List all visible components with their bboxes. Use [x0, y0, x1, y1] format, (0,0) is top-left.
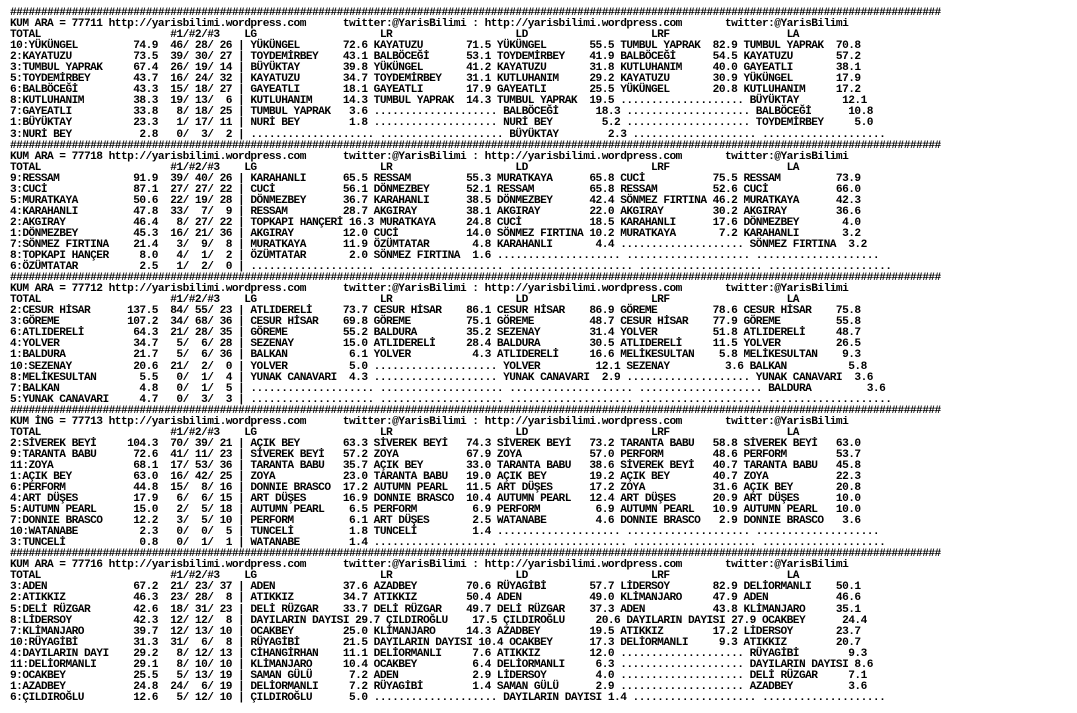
text-line: 8:MELİKESULTAN 5.5 0/ 1/ 4 | YUNAK CANAVARI 4.3 .................... YUNAK CANAVARI 2.9 .................... YUNAK CANAVARI 3.6 [10, 371, 873, 384]
text-line: 3:TUMBUL YAPRAK 67.4 26/ 19/ 14 | BÜYÜKTAY 39.8 YÜKÜNGEL 41.2 KAYATUZU 31.8 KUTLUHANIM 40.0 GAYEATLI 38.1 [10, 62, 861, 75]
text-line: 7:SÖNMEZ FIRTINA 21.4 3/ 9/ 8 | MURATKAYA 11.9 ÖZÜMTATAR 4.8 KARAHANLI 4.4 .................... SÖNMEZ FIRTINA 3.2 [10, 238, 867, 251]
text-line: 7:KLİMANJARO 39.7 12/ 13/ 10 | OCAKBEY 25.0 KLİMANJARO 14.3 AZADBEY 19.5 ATIKKIZ 17.2 LİDERSOY 23.7 [10, 625, 861, 638]
text-line: TOTAL #1/#2/#3 LG LR LD LRF LA [10, 29, 799, 42]
text-line: 6:PERFORM 44.8 15/ 8/ 16 | DONNIE BRASCO 17.2 AUTUMN PEARL 11.5 ART DÜŞES 17.2 ZOYA 31.6 AÇIK BEY 20.8 [10, 482, 861, 495]
text-line: 4:DAYILARIN DAYI 29.2 8/ 12/ 13 | CİHANGİRHAN 11.1 DELİORMANLI 7.6 ATIKKIZ 12.0 .................... RÜYAGİBİ 9.3 [10, 647, 867, 660]
text-line: 8:KUTLUHANIM 38.3 19/ 13/ 6 | KUTLUHANIM 14.3 TUMBUL YAPRAK 14.3 TUMBUL YAPRAK 19.5 .................... BÜYÜKTAY 12.1 [10, 95, 867, 108]
text-line: 7:BALKAN 4.8 0/ 1/ 5 | .................... .................... .................... .................... BALDURA 3.6 [10, 382, 886, 395]
text-line: 10:SEZENAY 20.6 21/ 2/ 0 | YOLVER 5.0 .................... YOLVER 12.1 SEZENAY 3.6 BALKAN 5.8 [10, 360, 867, 373]
text-line: 4:YOLVER 34.7 5/ 6/ 28 | SEZENAY 15.0 ATLIDERELİ 28.4 BALDURA 30.5 ATLIDERELİ 11.5 YOLVER 26.5 [10, 338, 861, 351]
text-line: 2:CESUR HİSAR 137.5 84/ 55/ 23 | ATLIDERELİ 73.7 CESUR HİSAR 86.1 CESUR HİSAR 86.9 GÖREME 78.6 CESUR HİSAR 75.8 [10, 305, 861, 318]
text-line: 1:DÖNMEZBEY 45.3 16/ 21/ 36 | AKGIRAY 12.0 CUCİ 14.0 SÖNMEZ FIRTINA 10.2 MURATKAYA 7.2 KARAHANLI 3.2 [10, 227, 861, 240]
text-line: KUM ARA = 77718 http://yarisbilimi.wordpress.com twitter:@YarisBilimi : http://yarisbilimi.wordpress.com twitter:@YarisBilimi [10, 150, 849, 163]
text-line: TOTAL #1/#2/#3 LG LR LD LRF LA [10, 426, 799, 439]
text-line: 6:ÖZÜMTATAR 2.5 1/ 2/ 0 | .................... .................... .................... .................... .................... [10, 261, 892, 274]
text-line: KUM ARA = 77711 http://yarisbilimi.wordpress.com twitter:@YarisBilimi : http://yarisbilimi.wordpress.com twitter:@YarisBilimi [10, 18, 849, 31]
text-line: TOTAL #1/#2/#3 LG LR LD LRF LA [10, 294, 799, 307]
separator-line: ####################################################################################################################################################### [10, 7, 941, 19]
text-line: KUM ARA = 77716 http://yarisbilimi.wordpress.com twitter:@YarisBilimi : http://yarisbilimi.wordpress.com twitter:@YarisBilimi [10, 559, 849, 572]
text-line: 10:YÜKÜNGEL 74.9 46/ 28/ 26 | YÜKÜNGEL 72.6 KAYATUZU 71.5 YÜKÜNGEL 55.5 TUMBUL YAPRAK 82.9 TUMBUL YAPRAK 70.8 [10, 40, 861, 53]
separator-line: ####################################################################################################################################################### [10, 139, 941, 152]
text-line: KUM İNG = 77713 http://yarisbilimi.wordpress.com twitter:@YarisBilimi : http://yarisbilimi.wordpress.com twitter:@YarisBilimi [10, 415, 849, 428]
text-line: 3:NURİ BEY 2.8 0/ 3/ 2 | .................... .................... BÜYÜKTAY 2.3 .................... .................... [10, 128, 886, 141]
text-line: TOTAL #1/#2/#3 LG LR LD LRF LA [10, 570, 799, 583]
text-line: 1:BÜYÜKTAY 23.3 1/ 17/ 11 | NURİ BEY 1.8 .................... NURİ BEY 5.2 .................... TOYDEMİRBEY 5.0 [10, 117, 873, 130]
text-line: 5:DELİ RÜZGAR 42.6 18/ 31/ 23 | DELİ RÜZGAR 33.7 DELİ RÜZGAR 49.7 DELİ RÜZGAR 37.3 ADEN 43.8 KLİMANJARO 35.1 [10, 603, 861, 616]
text-line: 5:MURATKAYA 50.6 22/ 19/ 28 | DÖNMEZBEY 36.7 KARAHANLI 38.5 DÖNMEZBEY 42.4 SÖNMEZ FIRTINA 46.2 MURATKAYA 42.3 [10, 194, 861, 207]
text-line: 6:BALBÖCEĞİ 43.3 15/ 18/ 27 | GAYEATLI 18.1 GAYEATLI 17.9 GAYEATLI 25.5 YÜKÜNGEL 20.8 KUTLUHANIM 17.2 [10, 84, 861, 97]
text-line: 4:ART DÜŞES 17.9 6/ 6/ 15 | ART DÜŞES 16.9 DONNIE BRASCO 10.4 AUTUMN PEARL 12.4 ART DÜŞES 20.9 ART DÜŞES 10.0 [10, 493, 861, 506]
text-line: KUM ARA = 77712 http://yarisbilimi.wordpress.com twitter:@YarisBilimi : http://yarisbilimi.wordpress.com twitter:@YarisBilimi [10, 283, 849, 296]
text-line: 6:ATLIDERELİ 64.3 21/ 28/ 35 | GÖREME 55.2 BALDURA 35.2 SEZENAY 31.4 YOLVER 51.8 ATLIDERELİ 48.7 [10, 327, 861, 340]
text-line: 3:TUNCELİ 0.8 0/ 1/ 1 | WATANABE 1.4 .................... .................... .................... .................... [10, 537, 886, 550]
text-line: 7:GAYEATLI 33.8 8/ 18/ 25 | TUMBUL YAPRAK 3.6 .................... BALBÖCEĞİ 18.3 .................... BALBÖCEĞİ 10.8 [10, 106, 873, 119]
text-line: 1:AÇIK BEY 63.0 16/ 42/ 25 | ZOYA 23.0 TARANTA BABU 19.0 AÇIK BEY 19.2 AÇIK BEY 40.7 ZOYA 22.3 [10, 470, 861, 483]
text-line: 2:ATIKKIZ 46.3 23/ 28/ 8 | ATIKKIZ 34.7 ATIKKIZ 50.4 ADEN 49.0 KLİMANJARO 47.9 ADEN 46.6 [10, 592, 861, 605]
text-line: 2:SİVEREK BEYİ 104.3 70/ 39/ 21 | AÇIK BEY 63.3 SİVEREK BEYİ 74.3 SİVEREK BEYİ 73.2 TARANTA BABU 58.8 SİVEREK BEYİ 63.0 [10, 437, 861, 450]
text-line: TOTAL #1/#2/#3 LG LR LD LRF LA [10, 161, 799, 174]
text-line: 6:ÇILDIROĞLU 12.6 5/ 12/ 10 | ÇILDIROĞLU 5.0 .................... DAYILARIN DAYISI 1.4 .................... .................... [10, 691, 886, 704]
text-line: 9:RESSAM 91.9 39/ 40/ 26 | KARAHANLI 65.5 RESSAM 55.3 MURATKAYA 65.8 CUCİ 75.5 RESSAM 73.9 [10, 172, 861, 185]
separator-line: ####################################################################################################################################################### [10, 272, 941, 285]
text-line: 5:TOYDEMİRBEY 43.7 16/ 24/ 32 | KAYATUZU 34.7 TOYDEMİRBEY 31.1 KUTLUHANIM 29.2 KAYATUZU 30.9 YÜKÜNGEL 17.9 [10, 73, 861, 86]
separator-line: ####################################################################################################################################################### [10, 548, 941, 561]
text-line: 8:TOPKAPI HANÇER 8.0 4/ 1/ 2 | ÖZÜMTATAR 2.0 SÖNMEZ FIRTINA 1.6 .................... .................... .................... [10, 250, 880, 263]
text-line: 1:AZADBEY 24.8 24/ 6/ 19 | DELİORMANLI 7.2 RÜYAGİBİ 1.4 SAMAN GÜLÜ 2.9 .................... AZADBEY 3.6 [10, 680, 867, 693]
text-line: 3:GÖREME 107.2 34/ 68/ 36 | CESUR HİSAR 69.8 GÖREME 75.1 GÖREME 48.7 CESUR HİSAR 77.9 GÖREME 55.8 [10, 316, 861, 329]
text-line: 11:DELİORMANLI 29.1 8/ 10/ 10 | KLİMANJARO 10.4 OCAKBEY 6.4 DELİORMANLI 6.3 .................... DAYILARIN DAYISI 8.6 [10, 658, 873, 671]
text-line: 5:AUTUMN PEARL 15.0 2/ 5/ 18 | AUTUMN PEARL 6.5 PERFORM 6.9 PERFORM 6.9 AUTUMN PEARL 10.9 AUTUMN PEARL 10.0 [10, 504, 861, 517]
text-line: 5:YUNAK CANAVARI 4.7 0/ 3/ 3 | .................... .................... .................... .................... .................... [10, 393, 892, 406]
text-line: 10:WATANABE 2.3 0/ 0/ 5 | TUNCELİ 1.8 TUNCELİ 1.4 .................... .................... .................... [10, 526, 880, 539]
text-line: 9:OCAKBEY 25.5 5/ 13/ 19 | SAMAN GÜLÜ 7.2 ADEN 2.9 LİDERSOY 4.0 .................... DELİ RÜZGAR 7.1 [10, 669, 867, 682]
separator-line: ####################################################################################################################################################### [10, 404, 941, 417]
text-line: 8:LİDERSOY 42.3 12/ 12/ 8 | DAYILARIN DAYISI 29.7 ÇILDIROĞLU 17.5 ÇILDIROĞLU 20.6 DAYILARIN DAYISI 27.9 OCAKBEY 24.4 [10, 614, 867, 627]
race-analysis-sheet [10, 8, 941, 704]
text-line: 3:ADEN 67.2 21/ 23/ 37 | ADEN 37.6 AZADBEY 70.6 RÜYAGİBİ 57.7 LİDERSOY 82.9 DELİORMANLI 50.1 [10, 581, 861, 594]
text-line: 3:CUCİ 87.1 27/ 27/ 22 | CUCİ 56.1 DÖNMEZBEY 52.1 RESSAM 65.8 RESSAM 52.6 CUCİ 66.0 [10, 183, 861, 196]
text-line: 11:ZOYA 68.1 17/ 53/ 36 | TARANTA BABU 35.7 AÇIK BEY 33.0 TARANTA BABU 38.6 SİVEREK BEYİ 40.7 TARANTA BABU 45.8 [10, 459, 861, 472]
text-line: 9:TARANTA BABU 72.6 41/ 11/ 23 | SİVEREK BEYİ 57.2 ZOYA 67.9 ZOYA 57.0 PERFORM 48.6 PERFORM 53.7 [10, 448, 861, 461]
text-line: 2:AKGIRAY 46.4 8/ 27/ 22 | TOPKAPI HANÇERİ 16.3 MURATKAYA 24.8 CUCİ 18.5 KARAHANLI 17.6 DÖNMEZBEY 4.0 [10, 216, 861, 229]
text-line: 1:BALDURA 21.7 5/ 6/ 36 | BALKAN 6.1 YOLVER 4.3 ATLIDERELİ 16.6 MELİKESULTAN 5.8 MELİKESULTAN 9.3 [10, 349, 861, 362]
text-line: 2:KAYATUZU 73.5 39/ 30/ 27 | TOYDEMİRBEY 43.1 BALBÖCEĞİ 53.1 TOYDEMİRBEY 41.9 BALBÖCEĞİ 54.5 KAYATUZU 57.2 [10, 51, 861, 64]
text-line: 7:DONNIE BRASCO 12.2 3/ 5/ 10 | PERFORM 6.1 ART DÜŞES 2.5 WATANABE 4.6 DONNIE BRASCO 2.9 DONNIE BRASCO 3.6 [10, 515, 861, 528]
text-line: 10:RÜYAGİBİ 31.3 31/ 6/ 8 | RÜYAGİBİ 21.5 DAYILARIN DAYISI 10.4 OCAKBEY 17.3 DELİORMANLI 9.3 ATIKKIZ 20.7 [10, 636, 861, 649]
text-line: 4:KARAHANLI 47.8 33/ 7/ 9 | RESSAM 28.7 AKGIRAY 38.1 AKGIRAY 22.0 AKGIRAY 30.2 AKGIRAY 36.6 [10, 205, 861, 218]
